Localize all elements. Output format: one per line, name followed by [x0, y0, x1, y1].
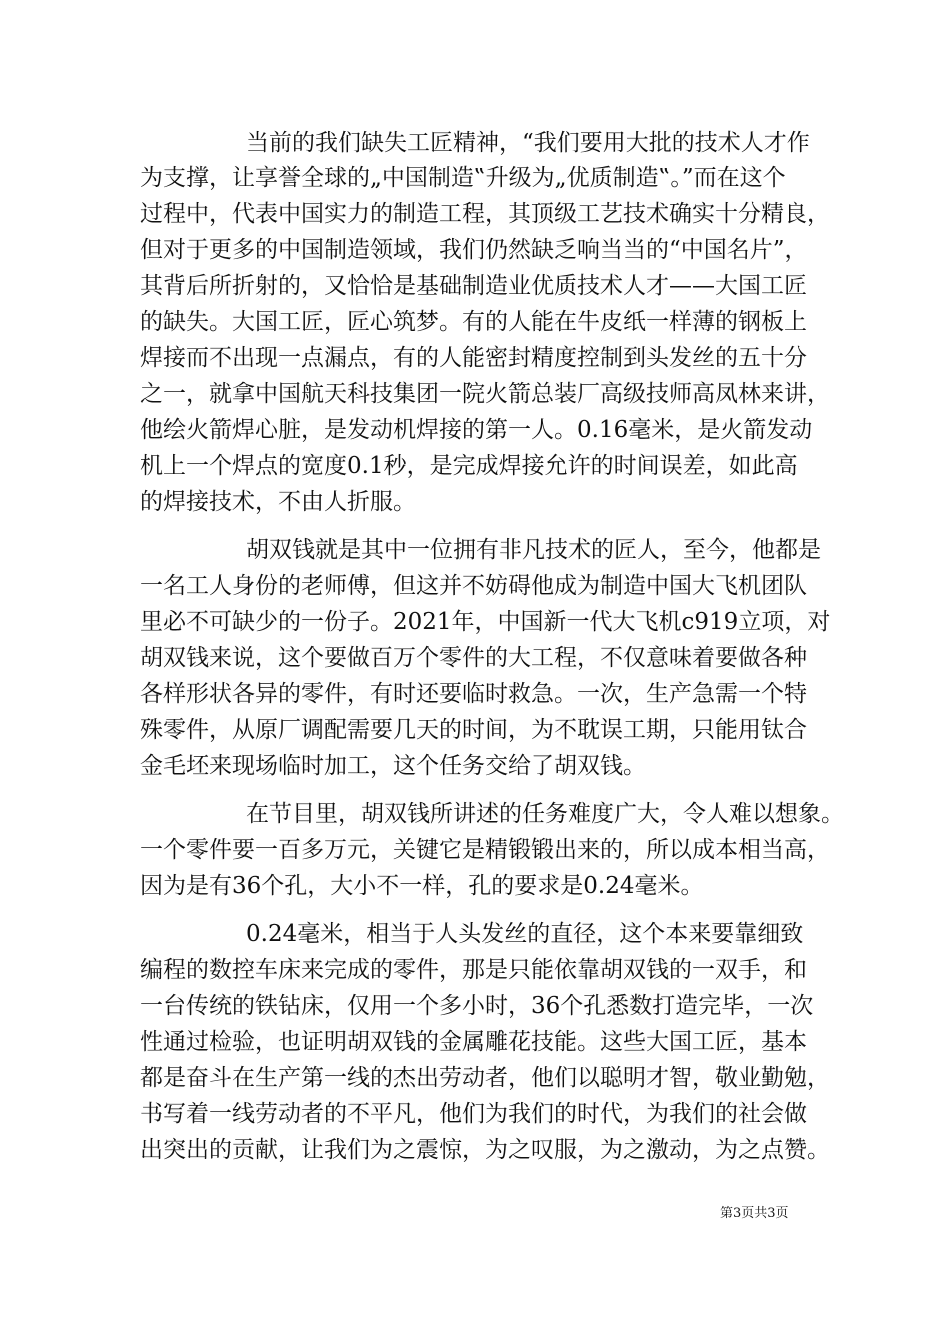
paragraph-line: 出突出的贡献，让我们为之震惊，为之叹服，为之激动，为之点赞。 — [140, 1137, 830, 1163]
paragraph-line: 性通过检验，也证明胡双钱的金属雕花技能。这些大国工匠，基本 — [140, 1029, 807, 1055]
paragraph-line: 过程中，代表中国实力的制造工程，其顶级工艺技术确实十分精良， — [140, 201, 830, 227]
paragraph-line: 一名工人身份的老师傅，但这并不妨碍他成为制造中国大飞机团队 — [140, 573, 807, 599]
paragraph-line: 其背后所折射的，又恰恰是基础制造业优质技术人才——大国工匠 — [140, 273, 807, 299]
paragraph-line: 编程的数控车床来完成的零件，那是只能依靠胡双钱的一双手，和 — [140, 957, 807, 983]
paragraph-line: 胡双钱就是其中一位拥有非凡技术的匠人，至今，他都是 — [246, 537, 821, 563]
paragraph-line: 胡双钱来说，这个要做百万个零件的大工程，不仅意味着要做各种 — [140, 645, 807, 671]
paragraph-line: 一台传统的铁钻床，仅用一个多小时，36个孔悉数打造完毕，一次 — [140, 993, 814, 1019]
paragraph-line: 一个零件要一百多万元，关键它是精锻锻出来的，所以成本相当高， — [140, 837, 830, 863]
paragraph-line: 焊接而不出现一点漏点，有的人能密封精度控制到头发丝的五十分 — [140, 345, 807, 371]
paragraph-line: 殊零件，从原厂调配需要几天的时间，为不耽误工期，只能用钛合 — [140, 717, 807, 743]
paragraph-line: 机上一个焊点的宽度0.1秒，是完成焊接允许的时间误差，如此高 — [140, 453, 798, 479]
paragraph-line: 的缺失。大国工匠，匠心筑梦。有的人能在牛皮纸一样薄的钢板上 — [140, 309, 807, 335]
paragraph-line: 为支撑，让享誉全球的„中国制造‟升级为„优质制造‟。”而在这个 — [140, 165, 786, 191]
paragraph-line: 他绘火箭焊心脏，是发动机焊接的第一人。0.16毫米，是火箭发动 — [140, 417, 813, 443]
paragraph-line: 各样形状各异的零件，有时还要临时救急。一次，生产急需一个特 — [140, 681, 807, 707]
paragraph-line: 里必不可缺少的一份子。2021年，中国新一代大飞机c919立项，对 — [140, 609, 831, 635]
paragraph-line: 因为是有36个孔，大小不一样，孔的要求是0.24毫米。 — [140, 873, 704, 899]
paragraph-line: 金毛坯来现场临时加工，这个任务交给了胡双钱。 — [140, 753, 646, 779]
paragraph-line: 书写着一线劳动者的不平凡，他们为我们的时代，为我们的社会做 — [140, 1101, 807, 1127]
paragraph-line: 都是奋斗在生产第一线的杰出劳动者，他们以聪明才智，敬业勤勉， — [140, 1065, 830, 1091]
paragraph-line: 之一，就拿中国航天科技集团一院火箭总装厂高级技师高凤林来讲， — [140, 381, 830, 407]
paragraph-line: 的焊接技术，不由人折服。 — [140, 489, 416, 515]
paragraph-line: 但对于更多的中国制造领域，我们仍然缺乏响当当的“中国名片”， — [140, 237, 808, 263]
paragraph-line: 当前的我们缺失工匠精神，“我们要用大批的技术人才作 — [246, 130, 810, 156]
paragraph-line: 在节目里，胡双钱所讲述的任务难度广大，令人难以想象。 — [246, 801, 844, 827]
paragraph-line: 0.24毫米，相当于人头发丝的直径，这个本来要靠细致 — [246, 921, 804, 947]
page-number: 第3页共3页 — [720, 1206, 789, 1221]
